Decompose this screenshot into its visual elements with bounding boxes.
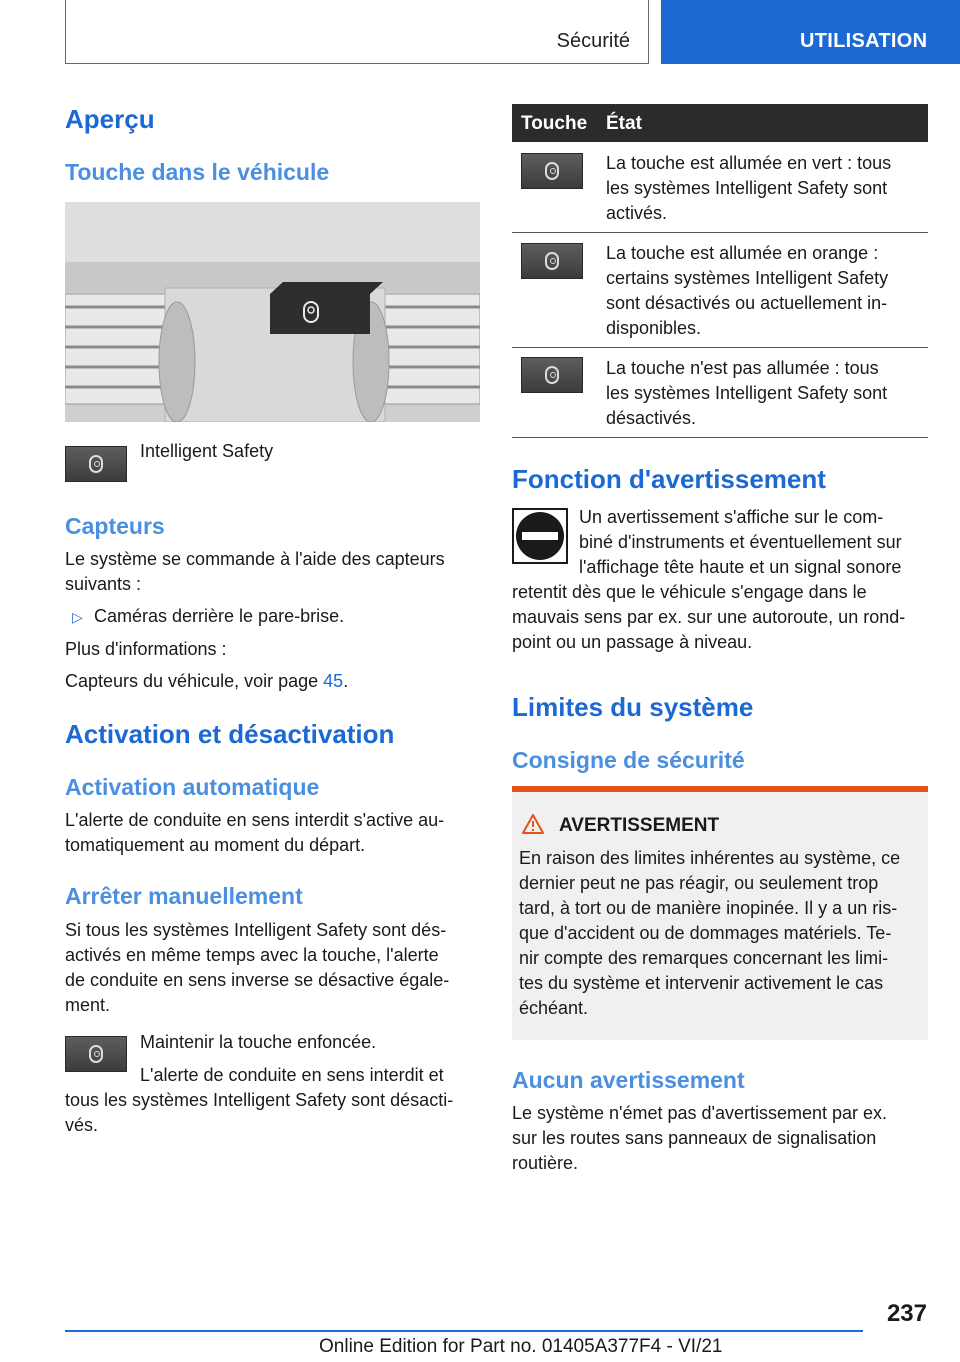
- fonction-line-2: biné d'instruments et éventuellement sur: [579, 532, 902, 552]
- final-line-3: vés.: [65, 1115, 99, 1135]
- warning-bar: [512, 786, 928, 792]
- button-caption: Intelligent Safety: [140, 441, 274, 461]
- heading-consigne: Consigne de sécurité: [512, 747, 745, 773]
- fonction-line-6: point ou un passage à niveau.: [512, 632, 753, 652]
- row1-line-2: les systèmes Intelligent Safety sont: [606, 178, 888, 198]
- dashboard-illustration: [65, 202, 480, 422]
- table-col-etat: État: [606, 113, 642, 134]
- row3-line-2: les systèmes Intelligent Safety sont: [606, 383, 888, 403]
- intelligent-safety-button-icon: [65, 446, 127, 482]
- heading-limites: Limites du système: [512, 692, 754, 722]
- table-divider: [512, 347, 928, 348]
- reference-suffix: .: [343, 671, 349, 691]
- no-entry-sign-icon: [512, 508, 568, 564]
- button-green-icon: [521, 153, 583, 189]
- final-line-2: tous les systèmes Intelligent Safety sont désacti-: [65, 1090, 454, 1110]
- dashboard-button-photo: [65, 202, 480, 422]
- manuel-line-3: de conduite en sens inverse se désactive égale-: [65, 970, 450, 990]
- fonction-line-3: l'affichage tête haute et un signal sonore: [579, 557, 902, 577]
- fonction-line-5: mauvais sens par ex. sur une autoroute, un rond-: [512, 607, 906, 627]
- bullet-item: Caméras derrière le pare-brise.: [94, 606, 345, 626]
- heading-apercu: Aperçu: [65, 104, 155, 134]
- heading-capteurs: Capteurs: [65, 513, 165, 539]
- heading-touche-vehicule: Touche dans le véhicule: [65, 159, 330, 185]
- warning-line-5: nir compte des remarques concernant les limi-: [519, 948, 889, 968]
- manuel-line-4: ment.: [65, 995, 111, 1015]
- maintenir-text: Maintenir la touche enfoncée.: [140, 1032, 377, 1052]
- row3-line-3: désactivés.: [606, 408, 697, 428]
- reference-text: Capteurs du véhicule, voir page: [65, 671, 324, 691]
- warning-line-7: échéant.: [519, 998, 589, 1018]
- warning-line-4: que d'accident ou de dommages matériels. Te-: [519, 923, 892, 943]
- capteurs-line-1: Le système se commande à l'aide des capteurs: [65, 549, 445, 569]
- reference-page-link[interactable]: 45: [323, 671, 344, 691]
- plus-info: Plus d'informations :: [65, 639, 227, 659]
- page-reference: [65, 669, 348, 694]
- fonction-line-1: Un avertissement s'affiche sur le com-: [579, 507, 884, 527]
- button-orange-icon: [521, 243, 583, 279]
- heading-fonction-avertissement: Fonction d'avertissement: [512, 464, 826, 494]
- header-chapter-tab[interactable]: [661, 0, 960, 64]
- auto-line-1: L'alerte de conduite en sens interdit s'active au-: [65, 810, 445, 830]
- aucun-line-1: Le système n'émet pas d'avertissement par ex.: [512, 1103, 888, 1123]
- row2-line-4: disponibles.: [606, 318, 702, 338]
- capteurs-line-2: suivants :: [65, 574, 142, 594]
- auto-line-2: tomatiquement au moment du départ.: [65, 835, 366, 855]
- row1-line-1: La touche est allumée en vert : tous: [606, 153, 892, 173]
- row2-line-1: La touche est allumée en orange :: [606, 243, 879, 263]
- heading-activation: Activation et désactivation: [65, 719, 395, 749]
- warning-box: [512, 786, 928, 1040]
- heading-aucun-avertissement: Aucun avertissement: [512, 1067, 745, 1093]
- table-divider: [512, 437, 928, 438]
- header-section-box: [65, 0, 649, 64]
- row2-line-3: sont désactivés ou actuellement in-: [606, 293, 888, 313]
- fonction-line-4: retentit dès que le véhicule s'engage dans le: [512, 582, 867, 602]
- final-line-1: L'alerte de conduite en sens interdit et: [140, 1065, 444, 1085]
- aucun-line-3: routière.: [512, 1153, 579, 1173]
- warning-line-2: dernier peut ne pas réagir, ou seulement trop: [519, 873, 879, 893]
- aucun-line-2: sur les routes sans panneaux de signalisation: [512, 1128, 877, 1148]
- button-off-icon: [521, 357, 583, 393]
- manuel-line-2: activés en même temps avec la touche, l'alerte: [65, 945, 439, 965]
- warning-title: AVERTISSEMENT: [559, 815, 720, 836]
- warning-line-3: tard, à tort ou de manière inopinée. Il y a un ris-: [519, 898, 898, 918]
- row1-line-3: activés.: [606, 203, 668, 223]
- page-number: 237: [886, 1300, 927, 1327]
- manuel-line-1: Si tous les systèmes Intelligent Safety sont dés-: [65, 920, 447, 940]
- header-chapter-title: UTILISATION: [800, 30, 928, 52]
- warning-line-1: En raison des limites inhérentes au système, ce: [519, 848, 901, 868]
- intelligent-safety-button-icon: [65, 1036, 127, 1072]
- header-section-title: Sécurité: [556, 30, 630, 52]
- heading-arreter-manuel: Arrêter manuellement: [65, 883, 303, 909]
- warning-line-6: tes du système et intervenir activement le cas: [519, 973, 884, 993]
- footer-edition: Online Edition for Part no. 01405A377F4 - VI/21: [319, 1336, 723, 1357]
- table-header: [512, 104, 928, 142]
- warning-triangle-icon: [521, 813, 545, 835]
- table-divider: [512, 232, 928, 233]
- table-col-touche: Touche: [521, 113, 588, 134]
- footer-rule: [65, 1330, 863, 1332]
- row3-line-1: La touche n'est pas allumée : tous: [606, 358, 879, 378]
- heading-activation-auto: Activation automatique: [65, 774, 320, 800]
- bullet-triangle-icon: ▷: [72, 609, 83, 625]
- row2-line-2: certains systèmes Intelligent Safety: [606, 268, 889, 288]
